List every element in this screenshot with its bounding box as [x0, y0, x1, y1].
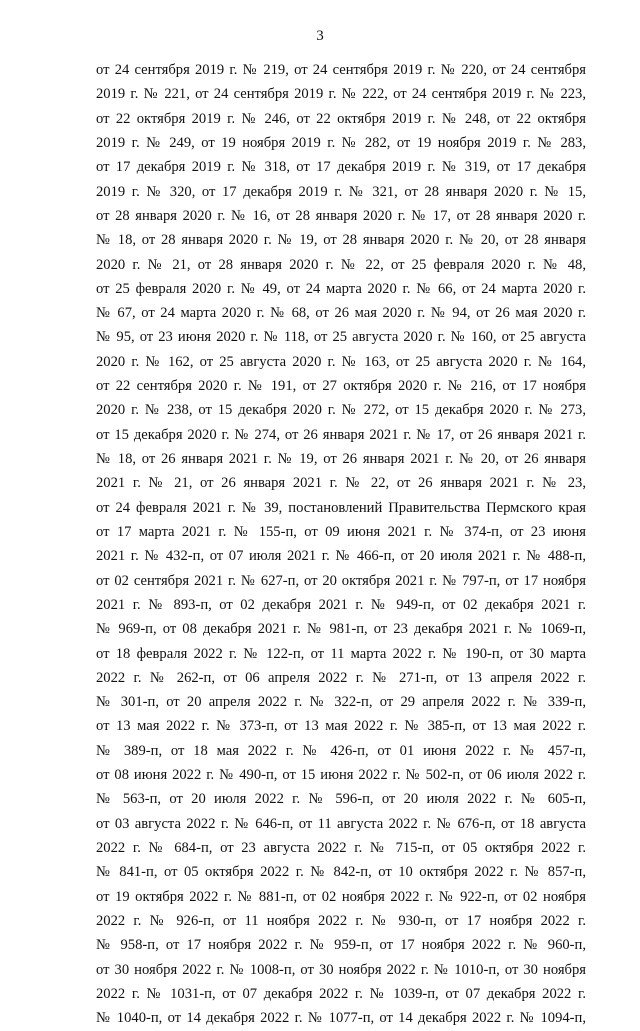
text-line: № 958-п, от 17 ноября 2022 г. № 959-п, от 17 ноября 2022 г. № 960-п, — [96, 937, 586, 954]
text-line: 2019 г. № 221, от 24 сентября 2019 г. № 222, от 24 сентября 2019 г. № 223, — [96, 86, 586, 103]
text-line: от 17 марта 2021 г. № 155-п, от 09 июня 2021 г. № 374-п, от 23 июня — [96, 523, 586, 540]
text-line: 2021 г. № 893-п, от 02 декабря 2021 г. № 949-п, от 02 декабря 2021 г. — [96, 596, 586, 613]
text-line: 2021 г. № 21, от 26 января 2021 г. № 22, от 26 января 2021 г. № 23, — [96, 475, 586, 492]
text-line: от 19 октября 2022 г. № 881-п, от 02 ноября 2022 г. № 922-п, от 02 ноября — [96, 888, 586, 905]
text-line: от 08 июня 2022 г. № 490-п, от 15 июня 2022 г. № 502-п, от 06 июля 2022 г. — [96, 767, 586, 784]
text-line: от 25 февраля 2020 г. № 49, от 24 марта 2020 г. № 66, от 24 марта 2020 г. — [96, 280, 586, 297]
text-line: № 969-п, от 08 декабря 2021 г. № 981-п, от 23 декабря 2021 г. № 1069-п, — [96, 621, 586, 638]
text-line: № 18, от 26 января 2021 г. № 19, от 26 января 2021 г. № 20, от 26 января — [96, 451, 586, 467]
text-line: от 22 сентября 2020 г. № 191, от 27 октября 2020 г. № 216, от 17 ноября — [96, 378, 586, 395]
text-line: от 24 февраля 2021 г. № 39, постановлений Правительства Пермского края — [96, 499, 586, 516]
text-line: 2022 г. № 926-п, от 11 ноября 2022 г. № 930-п, от 17 ноября 2022 г. — [96, 912, 586, 929]
text-line: 2022 г. № 684-п, от 23 августа 2022 г. № 715-п, от 05 октября 2022 г. — [96, 840, 586, 856]
text-line: № 389-п, от 18 мая 2022 г. № 426-п, от 01 июня 2022 г. № 457-п, — [96, 742, 586, 759]
page-number: 3 — [316, 28, 324, 44]
text-line: 2021 г. № 432-п, от 07 июля 2021 г. № 466-п, от 20 июля 2021 г. № 488-п, — [96, 548, 586, 565]
text-line: 2019 г. № 249, от 19 ноября 2019 г. № 282, от 19 ноября 2019 г. № 283, — [96, 134, 586, 151]
text-line: от 30 ноября 2022 г. № 1008-п, от 30 ноября 2022 г. № 1010-п, от 30 ноября — [96, 961, 586, 978]
text-line: от 13 мая 2022 г. № 373-п, от 13 мая 2022 г. № 385-п, от 13 мая 2022 г. — [96, 718, 586, 735]
text-line: № 301-п, от 20 апреля 2022 г. № 322-п, от 29 апреля 2022 г. № 339-п, — [96, 694, 586, 711]
text-line: от 28 января 2020 г. № 16, от 28 января 2020 г. № 17, от 28 января 2020 г. — [96, 207, 586, 224]
text-line: 2022 г. № 262-п, от 06 апреля 2022 г. № 271-п, от 13 апреля 2022 г. — [96, 669, 586, 686]
text-line: № 67, от 24 марта 2020 г. № 68, от 26 мая 2020 г. № 94, от 26 мая 2020 г. — [96, 305, 586, 322]
text-line: № 95, от 23 июня 2020 г. № 118, от 25 августа 2020 г. № 160, от 25 августа — [96, 329, 586, 346]
text-line: 2019 г. № 320, от 17 декабря 2019 г. № 321, от 28 января 2020 г. № 15, — [96, 183, 586, 200]
text-line: от 22 октября 2019 г. № 246, от 22 октября 2019 г. № 248, от 22 октября — [96, 110, 586, 127]
text-line: 2020 г. № 162, от 25 августа 2020 г. № 163, от 25 августа 2020 г. № 164, — [96, 353, 586, 370]
document-body — [96, 58, 586, 1031]
text-line: от 03 августа 2022 г. № 646-п, от 11 августа 2022 г. № 676-п, от 18 августа — [96, 815, 586, 832]
text-line: от 18 февраля 2022 г. № 122-п, от 11 марта 2022 г. № 190-п, от 30 марта — [96, 645, 586, 662]
text-line: 2022 г. № 1031-п, от 07 декабря 2022 г. № 1039-п, от 07 декабря 2022 г. — [96, 985, 586, 1002]
text-line: № 1040-п, от 14 декабря 2022 г. № 1077-п, от 14 декабря 2022 г. № 1094-п, — [96, 1010, 586, 1027]
text-line: от 15 декабря 2020 г. № 274, от 26 января 2021 г. № 17, от 26 января 2021 г. — [96, 426, 586, 443]
text-line: от 17 декабря 2019 г. № 318, от 17 декабря 2019 г. № 319, от 17 декабря — [96, 159, 586, 176]
text-line: 2020 г. № 238, от 15 декабря 2020 г. № 272, от 15 декабря 2020 г. № 273, — [96, 402, 586, 419]
text-line: 2020 г. № 21, от 28 января 2020 г. № 22, от 25 февраля 2020 г. № 48, — [96, 256, 586, 273]
text-line: № 18, от 28 января 2020 г. № 19, от 28 января 2020 г. № 20, от 28 января — [96, 232, 586, 249]
text-line: № 563-п, от 20 июля 2022 г. № 596-п, от 20 июля 2022 г. № 605-п, — [96, 791, 586, 808]
text-line: от 24 сентября 2019 г. № 219, от 24 сентября 2019 г. № 220, от 24 сентября — [96, 62, 586, 78]
text-line: № 841-п, от 05 октября 2022 г. № 842-п, от 10 октября 2022 г. № 857-п, — [96, 864, 586, 881]
text-line: от 02 сентября 2021 г. № 627-п, от 20 октября 2021 г. № 797-п, от 17 ноября — [96, 572, 586, 589]
